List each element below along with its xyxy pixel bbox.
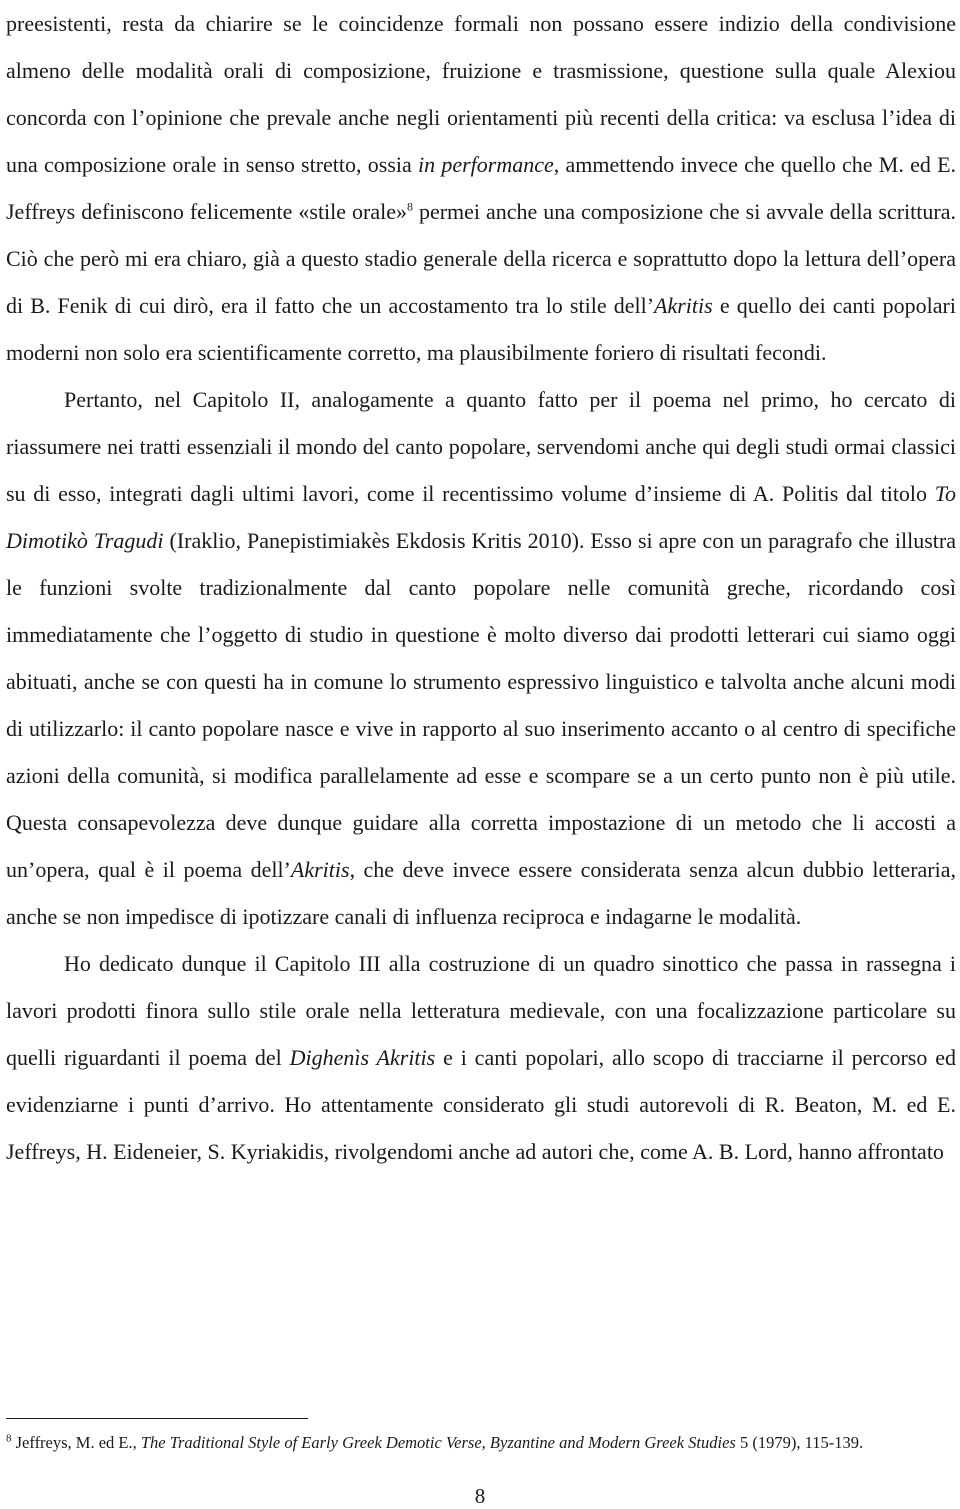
italic-text: To Dimotikò Tragudi <box>6 481 956 553</box>
italic-text: in performance <box>417 152 554 177</box>
italic-text: The Traditional Style of Early Greek Demotic Verse, Byzantine and Modern Greek Studies <box>140 1433 736 1452</box>
text-run: permei anche una composizione che si avvale della scrittura. Ciò che però mi era chiaro, già a questo stadio generale della ricerca e soprattutto dopo la lettura dell’opera di B. Fenik di cui dirò, era il fatto che un accostamento tra lo stile dell’ <box>6 199 956 318</box>
text-run: , ammettendo invece che quello che M. ed E. Jeffreys definiscono felicemente «stile orale» <box>6 152 957 224</box>
italic-text: Akritis <box>290 857 350 882</box>
text-run: Ho dedicato dunque il Capitolo III alla costruzione di un quadro sinottico che passa in rassegna i lavori prodotti finora sullo stile orale nella letteratura medievale, con una focalizzazione particolare su quelli riguardanti il poema del <box>6 951 956 1070</box>
italic-text: Akritis <box>654 293 713 318</box>
italic-text: Dighenìs Akritis <box>289 1045 436 1070</box>
text-run: (Iraklio, Panepistimiakès Ekdosis Kritis 2010). Esso si apre con un paragrafo che illustra le funzioni svolte tradizionalmente dal canto popolare nelle comunità greche, ricordando così immediatamente che l’oggetto di studio in questione è molto diverso dai prodotti letterari cui siamo oggi abituati, anche se con questi ha in comune lo strumento espressivo linguistico e talvolta anche alcuni modi di utilizzarlo: il canto popolare nasce e vive in rapporto al suo inserimento accanto o al centro di specifiche azioni della comunità, si modifica parallelamente ad esse e scompare se a un certo punto non è più utile. Questa consapevolezza deve dunque guidare alla corretta impostazione di un metodo che li accosti a un’opera, qual è il poema dell’ <box>6 528 956 882</box>
text-run: preesistenti, resta da chiarire se le coincidenze formali non possano essere indizio della condivisione almeno delle modalità orali di composizione, fruizione e trasmissione, questione sulla quale Alexiou concorda con l’opinione che prevale anche negli orientamenti più recenti della critica: va esclusa l’idea di una composizione orale in senso stretto, ossia <box>6 11 956 177</box>
body-text <box>6 0 956 1175</box>
text-run: e i canti popolari, allo scopo di tracciarne il percorso ed evidenziarne i punti d’arrivo. Ho attentamente considerato gli studi autorevoli di R. Beaton, M. ed E. Jeffreys, H. Eideneier, S. Kyriakidis, rivolgendomi anche ad autori che, come A. B. Lord, hanno affrontato <box>6 1045 956 1164</box>
page-number: 8 <box>474 1484 486 1508</box>
footnote-reference: 8 <box>406 199 413 214</box>
paragraph-3 <box>6 940 956 1175</box>
text-run: e quello dei canti popolari moderni non solo era scientificamente corretto, ma plausibilmente foriero di risultati fecondi. <box>6 293 956 365</box>
paragraph-2 <box>6 376 956 940</box>
paragraph-1 <box>6 0 956 376</box>
footnote-reference: 8 <box>6 1432 12 1445</box>
text-run: , che deve invece essere considerata senza alcun dubbio letteraria, anche se non impedisce di ipotizzare canali di influenza reciproca e indagarne le modalità. <box>6 857 956 929</box>
text-run: Jeffreys, M. ed E., <box>11 1433 141 1452</box>
text-run: Pertanto, nel Capitolo II, analogamente a quanto fatto per il poema nel primo, ho cercato di riassumere nei tratti essenziali il mondo del canto popolare, servendomi anche qui degli studi ormai classici su di esso, integrati dagli ultimi lavori, come il recentissimo volume d’insieme di A. Politis dal titolo <box>6 387 956 506</box>
text-run: 5 (1979), 115-139. <box>735 1433 864 1452</box>
footnote-8 <box>6 1430 956 1456</box>
footnote-separator <box>6 1418 308 1419</box>
